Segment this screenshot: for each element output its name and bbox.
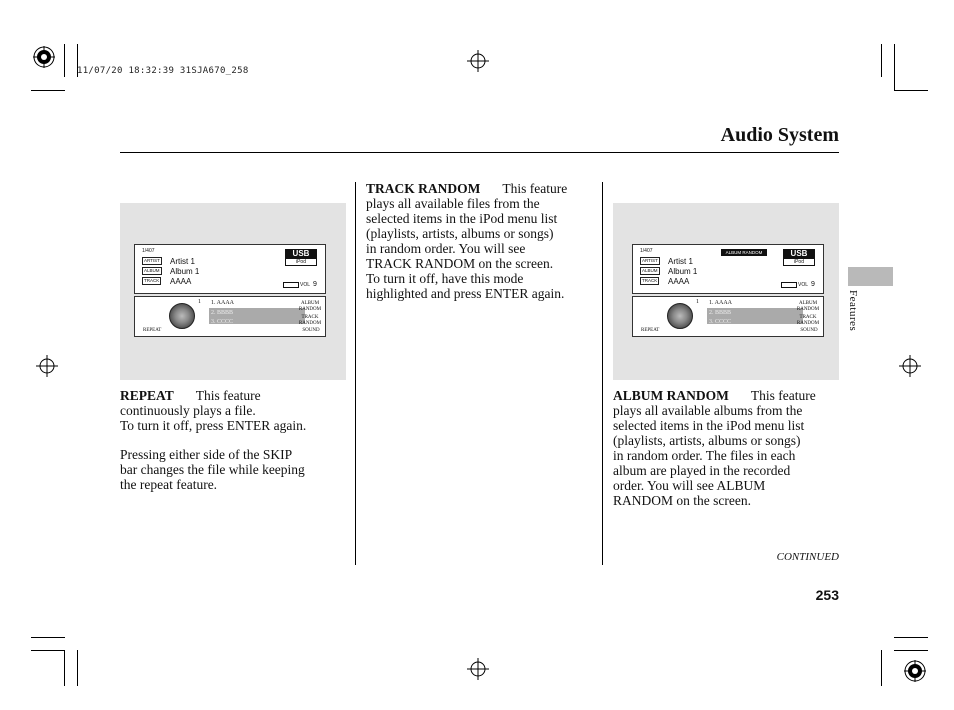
crosshair-icon (899, 355, 921, 377)
knob-number: 1 (696, 299, 699, 305)
list-item-3: 3. CCCC (709, 319, 732, 325)
registration-target-icon (904, 660, 926, 682)
list-item-2: 2. BBBB (709, 310, 732, 316)
album-tag: ALBUM (144, 268, 160, 273)
sound-button: SOUND (302, 328, 320, 333)
album-random-line: (playlists, artists, albums or songs) (613, 433, 801, 448)
track-random-button: TRACK RANDOM (298, 315, 322, 326)
ipod-badge: iPod (783, 258, 815, 266)
album-random-lead: This feature (750, 388, 816, 403)
repeat-button: REPEAT (641, 328, 660, 333)
track-random-line: in random order. You will see (366, 241, 526, 256)
track-random-button: TRACK RANDOM (796, 315, 820, 326)
selector-knob (169, 303, 195, 329)
display-screen (632, 244, 824, 294)
album-random-heading: ALBUM RANDOM (613, 388, 729, 403)
selector-knob (667, 303, 693, 329)
volume-bar (283, 282, 299, 288)
track-count: 1/407 (640, 248, 653, 254)
control-panel (632, 296, 824, 337)
ipod-badge: iPod (285, 258, 317, 266)
album-random-section (613, 388, 843, 508)
track-value: AAAA (170, 277, 192, 286)
registration-target-icon (33, 46, 55, 68)
artist-tag: ARTIST (144, 258, 160, 263)
album-random-button: ALBUM RANDOM (796, 301, 820, 312)
side-tab-label: Features (847, 290, 859, 332)
album-value: Album 1 (668, 267, 698, 276)
track-value: AAAA (668, 277, 690, 286)
track-count: 1/407 (142, 248, 155, 254)
page-title: Audio System (720, 124, 839, 146)
display-screen (134, 244, 326, 294)
volume-value: 9 (811, 281, 815, 288)
repeat-line: To turn it off, press ENTER again. (120, 418, 307, 433)
crosshair-icon (36, 355, 58, 377)
track-tag: TRACK (642, 278, 658, 283)
repeat-button: REPEAT (143, 328, 162, 333)
list-item-1: 1. AAAA (211, 300, 235, 306)
track-tag: TRACK (144, 278, 160, 283)
mode-indicator: ALBUM RANDOM (721, 249, 767, 256)
volume-label: VOL (300, 282, 311, 288)
album-tag: ALBUM (642, 268, 658, 273)
album-random-line: selected items in the iPod menu list (613, 418, 805, 433)
figure-repeat-display (120, 203, 346, 380)
continued-label: CONTINUED (776, 551, 839, 563)
album-random-line: album are played in the recorded (613, 463, 791, 478)
album-random-line: RANDOM on the screen. (613, 493, 751, 508)
page-number: 253 (815, 587, 839, 603)
repeat-line: continuously plays a file. (120, 403, 256, 418)
volume-value: 9 (313, 281, 317, 288)
artist-tag: ARTIST (642, 258, 658, 263)
track-random-line: (playlists, artists, albums or songs) (366, 226, 554, 241)
knob-number: 1 (198, 299, 201, 305)
track-random-lead: This feature (502, 181, 568, 196)
column-divider (602, 182, 603, 565)
track-random-section (366, 181, 598, 301)
repeat-para2-line: the repeat feature. (120, 477, 218, 492)
track-random-line: TRACK RANDOM on the screen. (366, 256, 554, 271)
column-divider (355, 182, 356, 565)
control-panel (134, 296, 326, 337)
album-random-button: ALBUM RANDOM (298, 301, 322, 312)
repeat-heading: REPEAT (120, 388, 174, 403)
artist-value: Artist 1 (668, 257, 693, 266)
crosshair-icon (467, 658, 489, 680)
album-random-line: in random order. The files in each (613, 448, 796, 463)
usb-badge: USB (285, 249, 317, 258)
list-item-1: 1. AAAA (709, 300, 733, 306)
sound-button: SOUND (800, 328, 818, 333)
track-random-line: selected items in the iPod menu list (366, 211, 558, 226)
side-tab (848, 267, 893, 286)
track-random-line: highlighted and press ENTER again. (366, 286, 565, 301)
crosshair-icon (467, 50, 489, 72)
usb-badge: USB (783, 249, 815, 258)
volume-bar (781, 282, 797, 288)
album-value: Album 1 (170, 267, 200, 276)
album-random-line: plays all available albums from the (613, 403, 803, 418)
volume-label: VOL (798, 282, 809, 288)
track-random-line: plays all available files from the (366, 196, 540, 211)
list-item-3: 3. CCCC (211, 319, 234, 325)
artist-value: Artist 1 (170, 257, 195, 266)
figure-album-random-display (613, 203, 839, 380)
print-stamp: 11/07/20 18:32:39 31SJA670_258 (77, 66, 249, 76)
repeat-lead: This feature (195, 388, 261, 403)
repeat-para2-line: bar changes the file while keeping (120, 462, 305, 477)
title-rule (120, 152, 839, 153)
track-random-heading: TRACK RANDOM (366, 181, 481, 196)
repeat-section (120, 388, 350, 492)
album-random-line: order. You will see ALBUM (613, 478, 766, 493)
track-random-line: To turn it off, have this mode (366, 271, 524, 286)
list-item-2: 2. BBBB (211, 310, 234, 316)
repeat-para2-line: Pressing either side of the SKIP (120, 447, 293, 462)
